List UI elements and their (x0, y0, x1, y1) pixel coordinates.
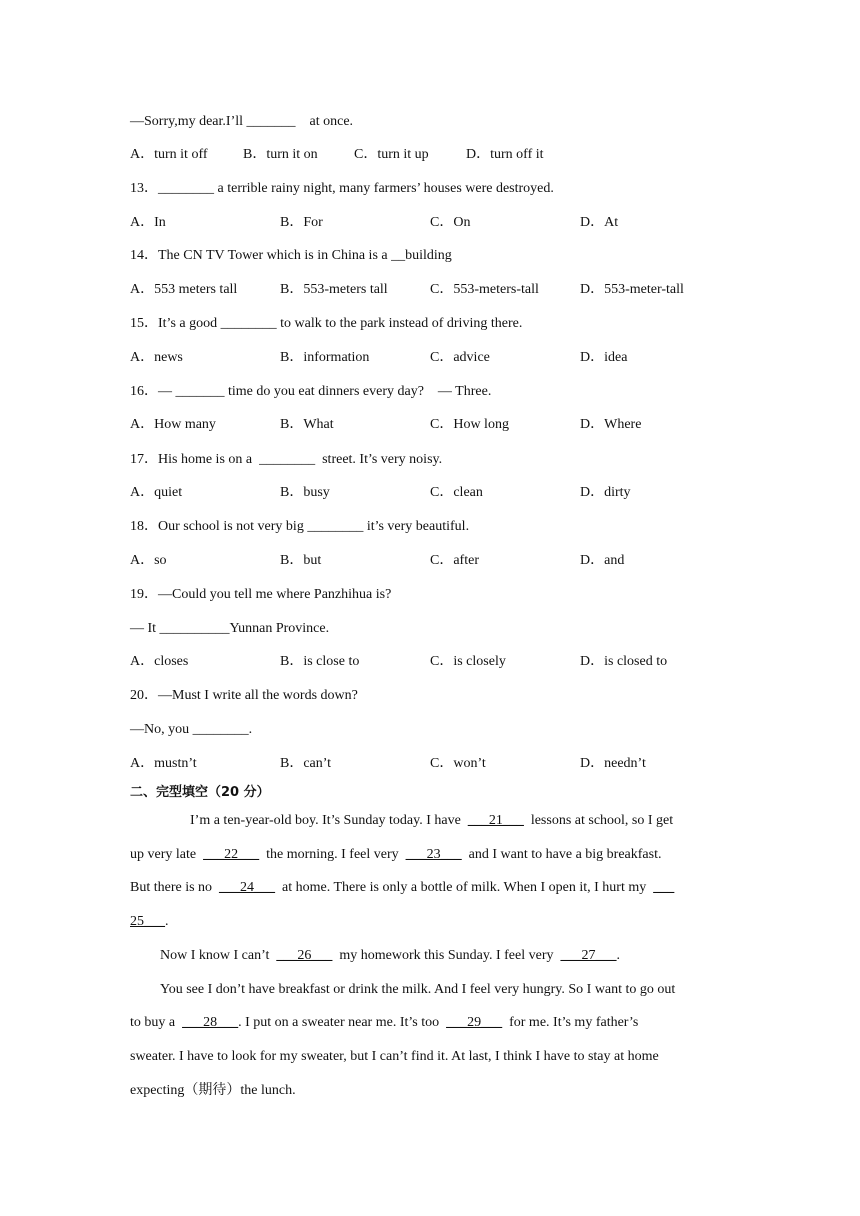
q19-option-d: D．is closed to (580, 654, 668, 669)
blank-27: ___27___ (560, 948, 617, 963)
q20-stem: 20．—Must I write all the words down? (130, 688, 358, 703)
q19-option-a: A．closes (130, 654, 189, 669)
q14-option-a: A．553 meters tall (130, 282, 238, 297)
q16-option-a: A．How many (130, 417, 216, 432)
q16-option-c: C．How long (430, 417, 509, 432)
q15-option-b: B．information (280, 350, 370, 365)
passage-line: Now I know I can’t ___26___ my homework this Sunday. I feel very ___27___. (160, 948, 620, 963)
q20-answer-line: —No, you ________. (130, 722, 253, 737)
q20-option-b: B．can’t (280, 756, 332, 771)
q18-option-d: D．and (580, 553, 625, 568)
q20-option-a: A．mustn’t (130, 756, 197, 771)
q19-answer-line: — It __________Yunnan Province. (130, 621, 330, 636)
blank-28: ___28___ (182, 1015, 239, 1030)
section-heading: 二、完型填空（20 分） (130, 785, 270, 800)
q17-option-b: B．busy (280, 485, 330, 500)
q13-option-a: A．In (130, 215, 166, 230)
q18-option-a: A．so (130, 553, 167, 568)
q15-option-d: D．idea (580, 350, 628, 365)
passage-line: up very late ___22___ the morning. I feel very ___23___ and I want to have a big breakfast. (130, 847, 662, 862)
q19-option-c: C．is closely (430, 654, 506, 669)
q18-stem: 18．Our school is not very big ________ it’s very beautiful. (130, 519, 470, 534)
passage-line: sweater. I have to look for my sweater, but I can’t find it. At last, I think I have to stay at home (130, 1049, 659, 1064)
q12-option-a: A．turn it off (130, 147, 208, 162)
passage-line: expecting（期待）the lunch. (130, 1083, 296, 1098)
q19-option-b: B．is close to (280, 654, 360, 669)
q13-option-b: B．For (280, 215, 323, 230)
passage-line: to buy a ___28___. I put on a sweater near me. It’s too ___29___ for me. It’s my father’s (130, 1015, 639, 1030)
q19-stem: 19．—Could you tell me where Panzhihua is? (130, 587, 392, 602)
q14-option-d: D．553-meter-tall (580, 282, 684, 297)
q12-option-d: D．turn off it (466, 147, 544, 162)
q14-option-c: C．553-meters-tall (430, 282, 539, 297)
q15-stem: 15．It’s a good ________ to walk to the park instead of driving there. (130, 316, 523, 331)
q17-stem: 17．His home is on a ________ street. It’s very noisy. (130, 452, 443, 467)
q12-answer-line: —Sorry,my dear.I’ll _______ at once. (130, 114, 354, 129)
q20-option-c: C．won’t (430, 756, 486, 771)
q17-option-d: D．dirty (580, 485, 631, 500)
passage-line: 25___. (130, 914, 169, 929)
q20-option-d: D．needn’t (580, 756, 646, 771)
blank-25: 25___ (130, 914, 165, 929)
q14-option-b: B．553-meters tall (280, 282, 388, 297)
passage-line: But there is no ___24___ at home. There is only a bottle of milk. When I open it, I hurt my ___ (130, 880, 675, 895)
q15-option-c: C．advice (430, 350, 490, 365)
q14-stem: 14．The CN TV Tower which is in China is a __building (130, 248, 452, 263)
q18-option-b: B．but (280, 553, 322, 568)
q15-option-a: A．news (130, 350, 183, 365)
blank-29: ___29___ (446, 1015, 503, 1030)
passage-line: I’m a ten-year-old boy. It’s Sunday today. I have ___21___ lessons at school, so I get (190, 813, 674, 828)
q12-option-c: C．turn it up (354, 147, 429, 162)
blank-23: ___23___ (405, 847, 462, 862)
passage-line: You see I don’t have breakfast or drink the milk. And I feel very hungry. So I want to go out (160, 982, 676, 997)
q18-option-c: C．after (430, 553, 479, 568)
q13-option-d: D．At (580, 215, 619, 230)
q16-stem: 16．— _______ time do you eat dinners every day? — Three. (130, 384, 492, 399)
blank-22: ___22___ (203, 847, 260, 862)
blank-24: ___24___ (219, 880, 276, 895)
q13-option-c: C．On (430, 215, 471, 230)
blank-21: ___21___ (467, 813, 524, 828)
q16-option-b: B．What (280, 417, 334, 432)
q13-stem: 13．________ a terrible rainy night, many farmers’ houses were destroyed. (130, 181, 554, 196)
q12-option-b: B．turn it on (243, 147, 318, 162)
blank-26: ___26___ (276, 948, 333, 963)
q17-option-a: A．quiet (130, 485, 183, 500)
blank-25-start: ___ (653, 880, 675, 895)
q17-option-c: C．clean (430, 485, 483, 500)
q16-option-d: D．Where (580, 417, 642, 432)
